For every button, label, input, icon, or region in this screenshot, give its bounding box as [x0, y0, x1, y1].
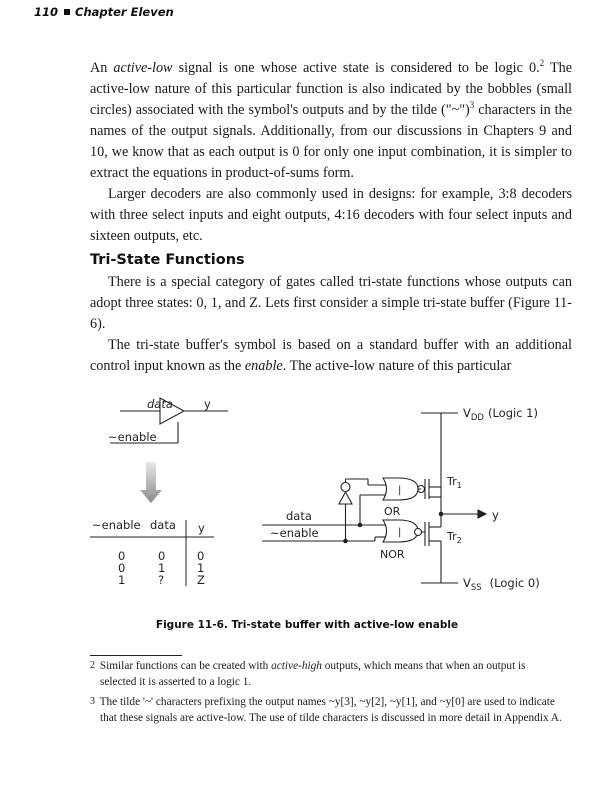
circuit-enable-label: ~enable	[270, 526, 319, 540]
tt-header-y: y	[198, 521, 205, 535]
tt-cell: 0	[197, 549, 205, 563]
tr2-label: $Tr_2$	[447, 530, 462, 545]
tt-header-enable: ~enable	[92, 518, 141, 532]
or-label: OR	[384, 505, 401, 518]
junction-dot	[439, 512, 444, 517]
chapter-title: Chapter Eleven	[75, 5, 174, 19]
footnote-3: 3 The tilde '~' characters prefixing the output names ~y[3], ~y[2], ~y[1], and ~y[0] are used to indicate that these signals are active-low. The use of tilde characters is discussed in more detail in Appendix A.	[90, 696, 562, 724]
tr1-label: $Tr_1$	[447, 475, 462, 490]
junction-dot	[358, 523, 363, 528]
symbol-data-label: data	[147, 397, 173, 411]
footnotes	[90, 658, 564, 726]
tt-cell: 1	[158, 561, 166, 575]
intro-paragraph-2: Larger decoders are also commonly used in designs: for example, 3:8 decoders with three select inputs and eight outputs, 4:16 decoders with four select inputs and sixteen outputs, etc.	[90, 186, 572, 244]
section-paragraph-1: There is a special category of gates called tri-state functions whose outputs can adopt three states: 0, 1, and Z. Lets first consider a simple tri-state buffer (Figure 11-6).	[90, 274, 572, 332]
tt-cell: 0	[118, 549, 126, 563]
footnote-ref-3[interactable]: 3	[469, 100, 475, 110]
tt-cell: Z	[197, 573, 205, 587]
or-gate-mark: |	[398, 485, 402, 496]
footnote-ref-2[interactable]: 2	[539, 58, 545, 68]
tt-cell: 1	[197, 561, 205, 575]
circuit-data-label: data	[286, 509, 312, 523]
nor-gate-mark: |	[398, 527, 402, 538]
footnote-divider	[90, 655, 182, 656]
transistor-circuit	[262, 413, 486, 583]
footnote-2: 2 Similar functions can be created with active-high outputs, which means that when an output is selected it is asserted to a logic 1.	[90, 660, 526, 688]
tt-cell: 0	[158, 549, 166, 563]
section-heading: Tri-State Functions	[90, 252, 245, 268]
nor-label: NOR	[380, 548, 405, 561]
intro-paragraph-1: An active-low signal is one whose active state is considered to be logic 0.$^2$ The active-low nature of this particular function is also indicated by the bobbles (small circles) associated with the symbol's outputs and by the tilde ("~")$^3$ characters in the names of the output signals. Additionally, from our discussions in Chapters 9 and 10, we know that as each output is 0 for only one input combination, it is simpler to extract the equations in product-of-sums form.	[90, 58, 573, 181]
down-arrow-icon	[140, 462, 162, 503]
section-paragraph-2: The tri-state buffer's symbol is based on a standard buffer with an additional control input known as the enable. The active-low nature of this particular	[90, 337, 572, 374]
tt-cell: 1	[118, 573, 126, 587]
tt-cell: ?	[158, 573, 165, 587]
symbol-y-label: y	[204, 397, 211, 411]
vdd-label: $V_{DD}$ (Logic 1)	[463, 406, 538, 423]
truth-table	[90, 518, 214, 587]
symbol-enable-label: ~enable	[108, 430, 157, 444]
tt-cell: 0	[118, 561, 126, 575]
junction-dot	[343, 539, 348, 544]
figure-caption: Figure 11-6. Tri-state buffer with active-low enable	[155, 619, 459, 631]
tt-header-data: data	[150, 518, 176, 532]
vss-label: $V_{SS}$ (Logic 0)	[463, 576, 540, 593]
page-number: 110	[34, 5, 59, 19]
circuit-y-label: y	[492, 508, 499, 522]
